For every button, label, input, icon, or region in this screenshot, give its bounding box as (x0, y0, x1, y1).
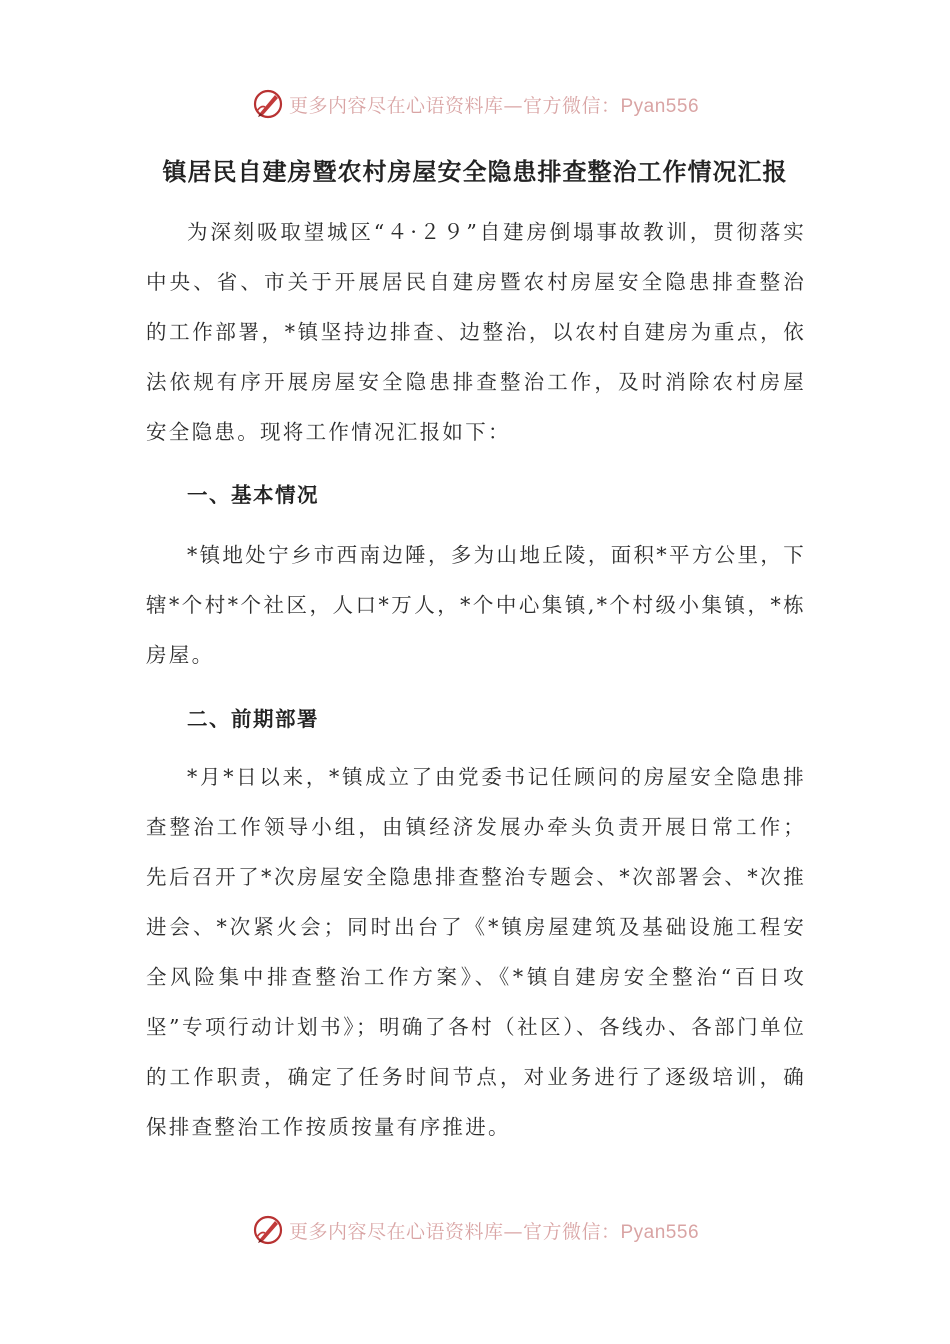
intro-paragraph: 为深刻吸取望城区“４·２９”自建房倒塌事故教训，贯彻落实中央、省、市关于开展居民自建房暨农村房屋安全隐患排查整治的工作部署，*镇坚持边排查、边整治，以农村自建房为重点，依法依规有序开展房屋安全隐患排查整治工作，及时消除农村房屋安全隐患。现将工作情况汇报如下： (146, 220, 806, 444)
watermark-text: 更多内容尽在心语资料库—官方微信：Pyan556 (288, 1220, 700, 1243)
watermark-banner-bottom (0, 1210, 950, 1250)
watermark-text: 更多内容尽在心语资料库—官方微信：Pyan556 (288, 94, 700, 117)
document-title: 镇居民自建房暨农村房屋安全隐患排查整治工作情况汇报 (162, 157, 788, 186)
section-heading-basic: 一、基本情况 (187, 483, 319, 507)
watermark-banner-top (0, 84, 950, 124)
section-body-deployment: *月*日以来，*镇成立了由党委书记任顾问的房屋安全隐患排查整治工作领导小组，由镇经济发展办牵头负责开展日常工作；先后召开了*次房屋安全隐患排查整治专题会、*次部署会、*次推进会、*次紧火会；同时出台了《*镇房屋建筑及基础设施工程安全风险集中排查整治工作方案》、《*镇自建房安全整治“百日攻坚”专项行动计划书》；明确了各村（社区）、各线办、各部门单位的工作职责，确定了任务时间节点，对业务进行了逐级培训，确保排查整治工作按质按量有序推进。 (146, 765, 806, 1139)
pen-logo-icon (251, 87, 285, 121)
section-body-basic: *镇地处宁乡市西南边陲，多为山地丘陵，面积*平方公里，下辖*个村*个社区，人口*万人，*个中心集镇,*个村级小集镇，*栋房屋。 (146, 543, 806, 667)
wechat-id: Pyan556 (620, 95, 700, 117)
wechat-id: Pyan556 (620, 1221, 700, 1243)
pen-logo-icon (251, 1213, 285, 1247)
section-heading-deployment: 二、前期部署 (187, 707, 319, 731)
